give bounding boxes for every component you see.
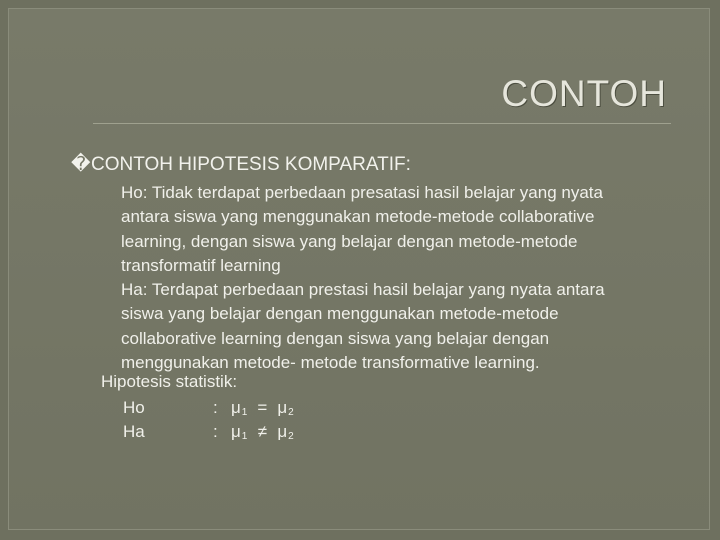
ho-line: transformatif learning — [121, 255, 281, 275]
ho-line: antara siswa yang menggunakan metode-metode collaborative — [121, 207, 595, 227]
ha-paragraph — [121, 278, 711, 375]
mu-left: $\mu_1$ — [231, 422, 248, 442]
title-divider — [93, 123, 671, 124]
ho-paragraph — [121, 181, 711, 278]
stat-label: Ha — [123, 422, 145, 441]
section-heading-text: CONTOH HIPOTESIS KOMPARATIF: — [91, 154, 411, 175]
slide-frame — [8, 8, 710, 530]
stat-row-ho — [123, 398, 294, 418]
stat-operator: = — [257, 398, 268, 417]
stat-operator: ≠ — [257, 422, 268, 441]
slide-title: CONTOH — [501, 73, 667, 114]
ho-line: Ho: Tidak terdapat perbedaan presatasi hasil belajar yang nyata — [121, 183, 603, 202]
ha-line: Ha: Terdapat perbedaan prestasi hasil belajar yang nyata antara — [121, 280, 605, 299]
mu-right: $\mu_2$ — [277, 398, 294, 418]
stat-row-ha — [123, 422, 294, 442]
ha-line: siswa yang belajar dengan menggunakan metode-metode — [121, 304, 559, 324]
ha-line: collaborative learning dengan siswa yang belajar dengan — [121, 328, 550, 348]
stat-colon: : — [213, 422, 218, 441]
stat-colon: : — [213, 398, 218, 417]
statistical-hypothesis-title: Hipotesis statistik: — [101, 372, 238, 391]
mu-left: $\mu_1$ — [231, 398, 248, 418]
ha-line: menggunakan metode- metode transformative learning. — [121, 352, 540, 372]
ho-line: learning, dengan siswa yang belajar dengan metode-metode — [121, 231, 578, 251]
bullet-icon: � — [71, 154, 91, 175]
section-heading — [71, 153, 411, 176]
stat-label: Ho — [123, 398, 145, 417]
mu-right: $\mu_2$ — [277, 422, 294, 442]
